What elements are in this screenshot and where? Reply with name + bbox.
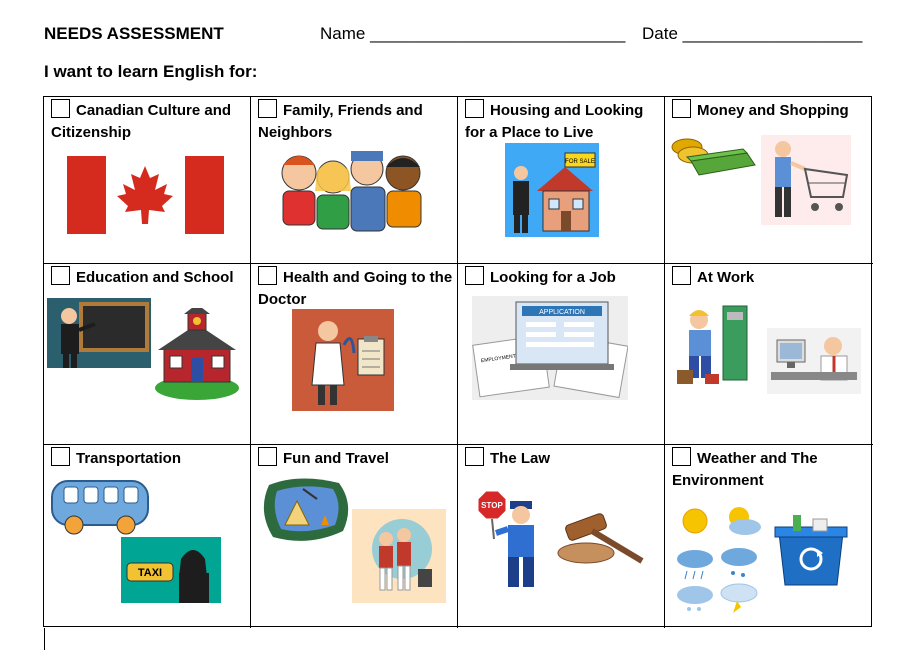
topic-checkbox[interactable]: [465, 266, 484, 285]
topic-label: Fun and Travel: [283, 450, 389, 467]
recycle-bin-icon: [773, 515, 849, 589]
travelers-icon: [352, 509, 446, 603]
teacher-icon: [47, 298, 151, 368]
topic-label: Money and Shopping: [697, 102, 849, 119]
topic-label: Education and School: [76, 269, 234, 286]
money-icon: [671, 135, 757, 177]
topic-cell-canadian-culture: [44, 97, 251, 264]
topic-checkbox[interactable]: [672, 447, 691, 466]
doctor-icon: [292, 309, 394, 411]
job-application-icon: [472, 296, 628, 400]
taxi-sign-text: TAXI: [137, 567, 163, 579]
topic-cell-weather: [665, 445, 873, 628]
topic-cell-law: [458, 445, 665, 628]
school-building-icon: [154, 308, 240, 400]
subtitle: I want to learn English for:: [44, 62, 258, 81]
stop-sign-text: STOP: [481, 501, 503, 510]
topic-cell-transportation: [44, 445, 251, 628]
topic-label: At Work: [697, 269, 755, 286]
topic-checkbox[interactable]: [51, 266, 70, 285]
text-cursor: [44, 628, 45, 650]
house-for-sale-icon: [505, 143, 599, 237]
topic-cell-education: [44, 264, 251, 445]
topic-cell-family: [251, 97, 458, 264]
taxi-icon: [121, 537, 221, 603]
topic-cell-fun-travel: [251, 445, 458, 628]
topic-checkbox[interactable]: [465, 99, 484, 118]
topic-checkbox[interactable]: [465, 447, 484, 466]
topic-label: Weather and The Environment: [672, 450, 818, 489]
topic-label: Canadian Culture and Citizenship: [51, 102, 232, 141]
topic-cell-job: [458, 264, 665, 445]
topic-label: Transportation: [76, 450, 182, 467]
topic-checkbox[interactable]: [672, 266, 691, 285]
police-officer-icon: [476, 489, 546, 593]
topic-label: The Law: [490, 450, 551, 467]
topic-checkbox[interactable]: [258, 447, 277, 466]
topic-label: Health and Going to the Doctor: [258, 269, 453, 308]
topic-cell-money: [665, 97, 873, 264]
topic-checkbox[interactable]: [51, 99, 70, 118]
camping-icon: [259, 475, 353, 545]
office-worker-icon: [767, 328, 861, 394]
page-title: NEEDS ASSESSMENT: [44, 24, 224, 43]
canada-flag-icon: [67, 156, 224, 234]
topic-cell-health: [251, 264, 458, 445]
worker-icon: [673, 302, 755, 388]
date-field[interactable]: Date ___________________: [642, 24, 863, 43]
name-field[interactable]: Name ___________________________: [320, 24, 626, 43]
topic-checkbox[interactable]: [258, 266, 277, 285]
gavel-icon: [556, 509, 648, 569]
sale-sign-text: FOR SALE: [565, 159, 595, 165]
topic-checkbox[interactable]: [672, 99, 691, 118]
bus-icon: [46, 475, 152, 537]
shopping-cart-icon: [761, 135, 851, 225]
group-of-people-icon: [271, 147, 436, 237]
weather-icons: [673, 501, 765, 615]
topic-checkbox[interactable]: [51, 447, 70, 466]
topic-cell-housing: [458, 97, 665, 264]
topic-label: Looking for a Job: [490, 269, 616, 286]
topic-checkbox[interactable]: [258, 99, 277, 118]
topic-cell-at-work: [665, 264, 873, 445]
employment-form-text: EMPLOYMENT: [480, 353, 517, 365]
application-header-text: APPLICATION: [539, 309, 585, 316]
topic-label: Housing and Looking for a Place to Live: [465, 102, 644, 141]
topics-table: [43, 96, 872, 627]
topic-label: Family, Friends and Neighbors: [258, 102, 423, 141]
